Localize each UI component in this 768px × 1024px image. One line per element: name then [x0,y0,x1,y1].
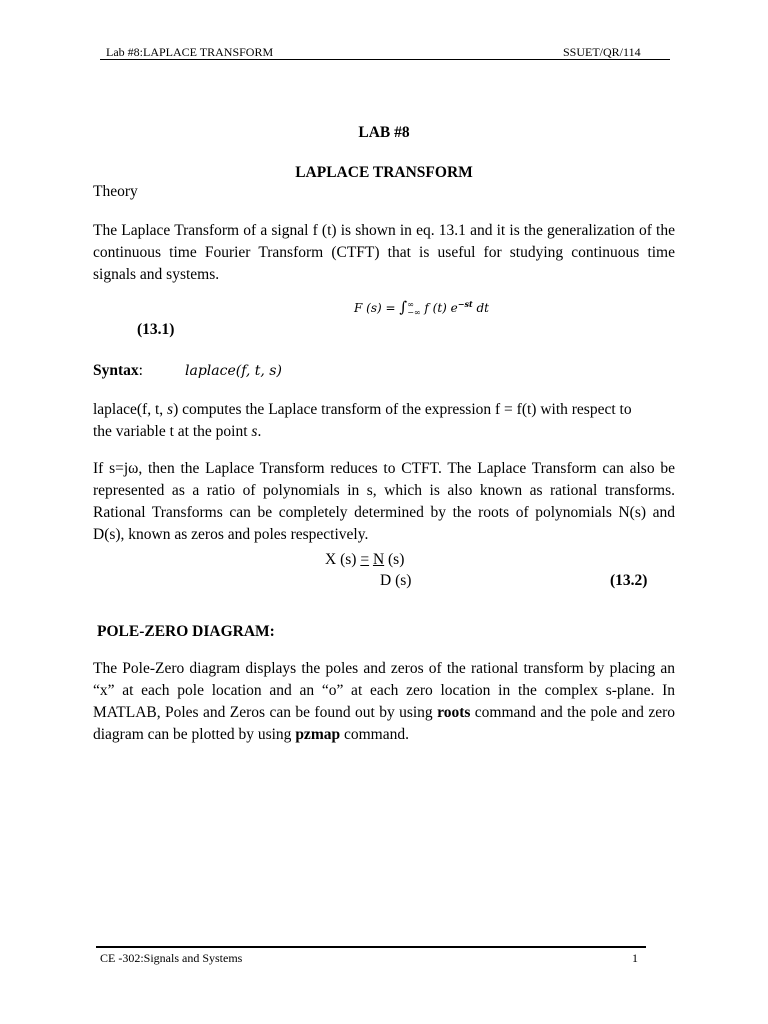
pz-pzmap: pzmap [295,726,341,743]
equation-13-2-numerator-line [325,550,404,570]
integral-sign: ∫ [399,298,408,316]
pole-zero-paragraph [93,658,675,746]
eq2-denominator: D (s) [380,572,412,589]
equation-number-13-1: (13.1) [137,321,175,338]
pole-zero-heading: POLE-ZERO DIAGRAM: [97,623,275,640]
eq2-equals: = [360,551,370,568]
desc-s1: s [167,401,174,418]
equation-lhs: F (s) = [354,301,396,315]
desc-part2: ) computes the Laplace transform of the expression f = f(t) with respect to the variable t at the point [93,401,632,440]
syntax-colon: : [138,362,143,379]
syntax-label: Syntax [93,362,139,379]
theory-heading: Theory [93,183,138,200]
equation-13-1 [354,296,489,317]
theory-paragraph: The Laplace Transform of a signal f (t) is shown in eq. 13.1 and it is the generalization of the continuous time Fourier Transform (CTFT) that is useful for studying continuous time signals and systems. [93,222,675,283]
footer-left: CE -302:Signals and Systems [100,951,243,965]
header-rule [100,59,670,60]
lower-limit: −∞ [407,307,421,317]
pz-part2: command and the pole and zero diagram can be plotted by using [93,704,675,743]
exponent: −st [457,299,473,309]
page-number: 1 [632,951,638,965]
desc-part3: . [257,423,262,440]
differential: dt [476,301,489,315]
lab-number: LAB #8 [358,124,410,141]
ctft-paragraph: If s=jω, then the Laplace Transform reduces to CTFT. The Laplace Transform can also be represented as a ratio of polynomials in s, which is also known as rational transforms. Rational Transforms can be completely determined by the roots of polynomials N(s) and D(s), known as zeros and poles respectively. [93,460,675,543]
eq2-lhs: X (s) [325,551,361,568]
upper-limit: ∞ [407,299,414,309]
lab-title: LAPLACE TRANSFORM [295,164,473,181]
syntax-description [93,399,653,443]
eq2-numerator: N [372,551,385,568]
eq2-numerator-suffix: (s) [384,551,405,568]
integrand: f (t) e [424,301,458,315]
pz-part3: command. [340,726,409,743]
syntax-line [93,361,143,381]
desc-part1: laplace(f, t, [93,401,168,418]
footer-rule [96,946,646,948]
desc-s2: s [251,423,258,440]
pz-part1: The Pole-Zero diagram displays the poles and zeros of the rational transform by placing an “x” at each pole location and an “o” at each zero location in the complex s-plane. In MATLAB, Poles and Zeros can be found out by using [93,660,675,721]
header-left: Lab #8:LAPLACE TRANSFORM [106,45,274,59]
syntax-code: laplace(f, t, s) [185,363,282,379]
equation-number-13-2: (13.2) [610,572,648,589]
header-right: SSUET/QR/114 [563,45,641,59]
pz-roots: roots [437,704,471,721]
